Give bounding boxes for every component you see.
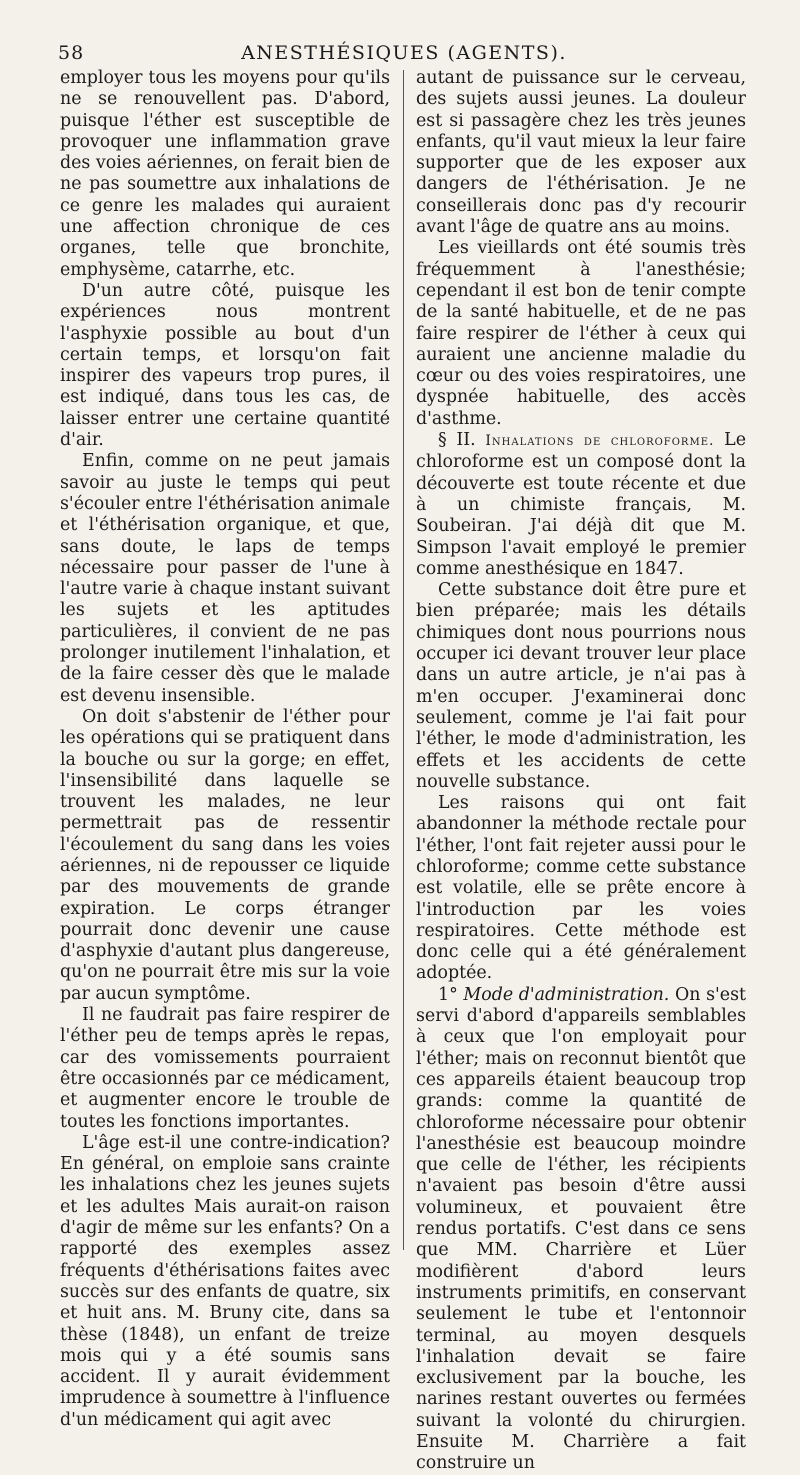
section-text: Le chloroforme est un composé dont la découverte est toute récente et due à un chimiste français, M. Soubeiran. J'ai déjà dit que M. Simpson l'avait employé le premier comme anesthésique en 1847. (416, 430, 746, 579)
left-column (60, 68, 390, 1431)
right-column (416, 68, 746, 1475)
page-number: 58 (58, 42, 85, 64)
subsection-paragraph (416, 985, 746, 1475)
running-title: ANESTHÉSIQUES (AGENTS). (241, 42, 567, 64)
section-paragraph (416, 430, 746, 580)
subsection-text: On s'est servi d'abord d'appareils semblables à ceux que l'on employait pour l'éther; mais on reconnut bientôt que ces appareils étaient beaucoup trop grands: comme la quantité de chloroforme nécessaire pour obtenir l'anesthésie est beaucoup moindre que celle de l'éther, les récipients n'avaient pas besoin d'être aussi volumineux, et pouvaient être rendus portatifs. C'est dans ce sens que MM. Charrière et Lüer modifièrent d'abord leurs instruments primitifs, en conservant seulement le tube et l'entonnoir terminal, au moyen desquels l'inhalation devait se faire exclusivement par la bouche, les narines restant ouvertes ou fermées suivant la volonté du chirurgien. Ensuite M. Charrière a fait construire un (416, 984, 747, 1474)
paragraph: Il ne faudrait pas faire respirer de l'éther peu de temps après le repas, car des vomissements pourraient être occasionnés par ce médicament, et augmenter encore le trouble de toutes les fonctions importantes. (60, 1005, 390, 1132)
column-divider (403, 70, 404, 1250)
paragraph: autant de puissance sur le cerveau, des sujets aussi jeunes. La douleur est si passagère chez les très jeunes enfants, qu'il vaut mieux la leur faire supporter que de les exposer aux dangers de l'éthérisation. Je ne conseillerais donc pas d'y recourir avant l'âge de quatre ans au moins. (416, 68, 746, 238)
paragraph: L'âge est-il une contre-indication? En général, on emploie sans crainte les inhalations chez les jeunes sujets et les adultes Mais aurait-on raison d'agir de même sur les enfants? On a rapporté des exemples assez fréquents d'éthérisations faites avec succès sur des enfants de quatre, six et huit ans. M. Bruny cite, dans sa thèse (1848), un enfant de treize mois qui y a été soumis sans accident. Il y aurait évidemment imprudence à soumettre à l'influence d'un médicament qui agit avec (60, 1132, 390, 1430)
paragraph: D'un autre côté, puisque les expériences nous montrent l'asphyxie possible au bout d'un certain temps, et lorsqu'on fait inspirer des vapeurs trop pures, il est indiqué, dans tous les cas, de laisser entrer une certaine quantité d'air. (60, 280, 390, 451)
paragraph: On doit s'abstenir de l'éther pour les opérations qui se pratiquent dans la bouche ou sur la gorge; en effet, l'insensibilité dans laquelle se trouvent les malades, ne leur permettrait pas de ressentir l'écoulement du sang dans les voies aériennes, ni de repousser ce liquide par des mouvements de grande expiration. Le corps étranger pourrait donc devenir une cause d'asphyxie d'autant plus dangereuse, qu'on ne pourrait être mis sur la voie par aucun symptôme. (60, 706, 390, 1004)
paragraph: Cette substance doit être pure et bien préparée; mais les détails chimiques dont nous pourrions nous occuper ici devant trouver leur place dans un autre article, je n'ai pas à m'en occuper. J'examinerai donc seulement, comme je l'ai fait pour l'éther, le mode d'administration, les effets et les accidents de cette nouvelle substance. (416, 580, 746, 792)
section-heading: Inhalations de chloroforme. (485, 433, 715, 450)
paragraph: Les vieillards ont été soumis très fréquemment à l'anesthésie; cependant il est bon de tenir compte de la santé habituelle, et de ne pas faire respirer de l'éther à ceux qui auraient une ancienne maladie du cœur ou des voies respiratoires, une dyspnée habituelle, des accès d'asthme. (416, 238, 746, 429)
paragraph: Les raisons qui ont fait abandonner la méthode rectale pour l'éther, l'ont fait rejeter aussi pour le chloroforme; comme cette substance est volatile, elle se prête encore à l'introduction par les voies respiratoires. Cette méthode est donc celle qui a été généralement adoptée. (416, 793, 746, 984)
paragraph: Enfin, comme on ne peut jamais savoir au juste le temps qui peut s'écouler entre l'éthérisation animale et l'éthérisation organique, et que, sans doute, le laps de temps nécessaire pour passer de l'une à l'autre varie à chaque instant suivant les sujets et les aptitudes particulières, il convient de ne pas prolonger inutilement l'inhalation, et de la faire cesser dès que le malade est devenu insensible. (60, 451, 390, 706)
section-number: § II. (438, 430, 476, 451)
subsection-number: 1° (438, 984, 458, 1005)
subsection-heading: Mode d'administration. (463, 984, 670, 1005)
page-header (58, 40, 750, 68)
paragraph: employer tous les moyens pour qu'ils ne se renouvellent pas. D'abord, puisque l'éther est susceptible de provoquer une inflammation grave des voies aériennes, on ferait bien de ne pas soumettre aux inhalations de ce genre les malades qui auraient une affection chronique de ces organes, telle que bronchite, emphysème, catarrhe, etc. (60, 68, 390, 280)
